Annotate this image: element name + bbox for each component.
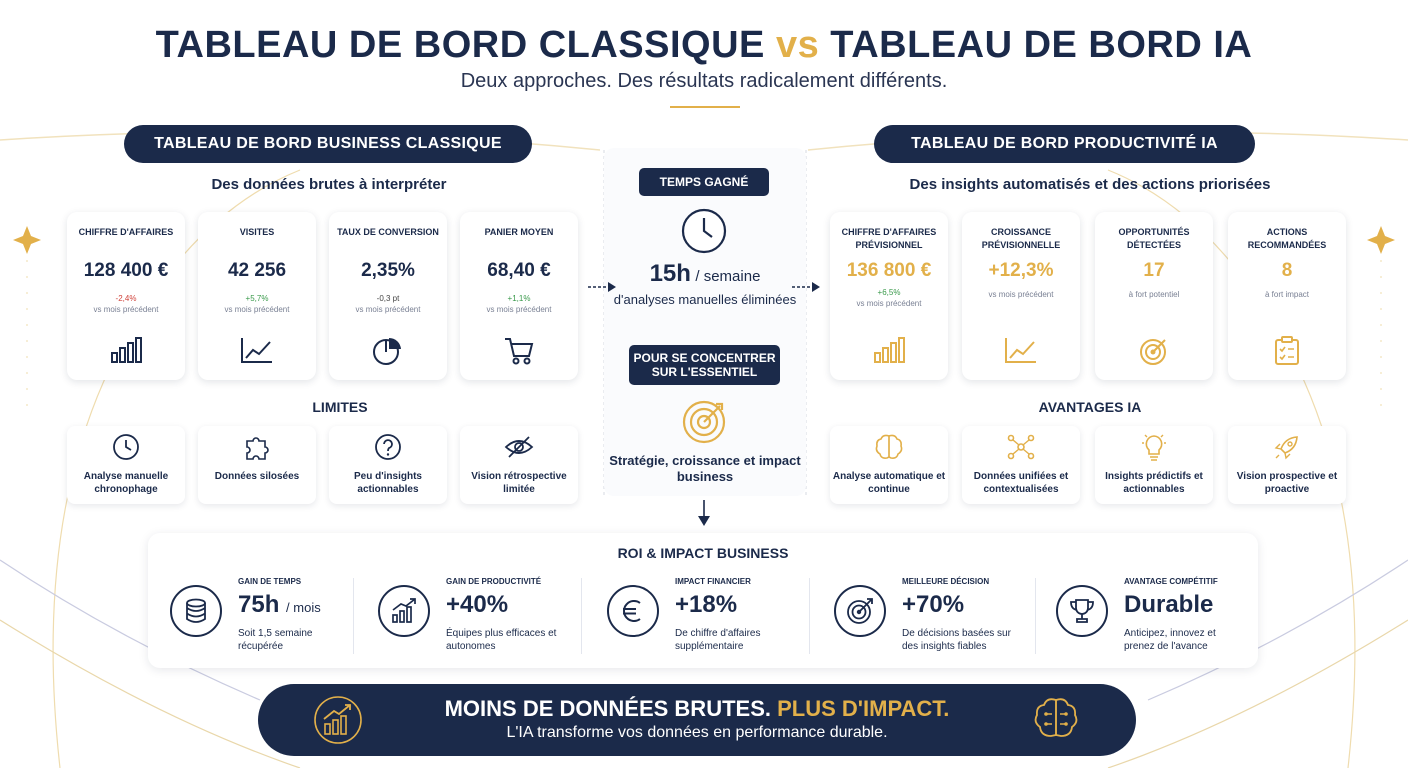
limit-label: Vision rétrospective limitée (471, 471, 567, 495)
roi-desc: De décisions basées sur des insights fiables (902, 628, 1011, 652)
roi-value (238, 591, 321, 619)
bar-chart-icon (109, 336, 143, 364)
rocket-icon (1273, 433, 1301, 461)
kpi-delta: +6,5% (877, 288, 901, 297)
advantage-card (1228, 426, 1346, 504)
classic-subtitle: Des données brutes à interpréter (211, 176, 447, 193)
brain-icon (1026, 690, 1086, 750)
roi-item-time (170, 577, 350, 667)
kpi-note: vs mois précédent (355, 305, 421, 314)
ai-dashboard-pill: TABLEAU DE BORD PRODUCTIVITÉ IA (874, 125, 1255, 163)
roi-value-number: 75h (238, 591, 280, 618)
limit-card (329, 426, 447, 504)
kpi-delta: -2,4% (115, 294, 137, 303)
roi-item-financial (607, 577, 802, 667)
kpi-delta: +1,1% (507, 294, 531, 303)
roi-desc: Équipes plus efficaces et autonomes (446, 628, 557, 652)
hours-description: d'analyses manuelles éliminées (613, 292, 797, 307)
advantage-label: Vision prospective et proactive (1236, 471, 1338, 495)
roi-value-unit: / mois (286, 600, 321, 615)
limit-card (460, 426, 578, 504)
roi-value: +70% (902, 591, 965, 618)
page-title (0, 24, 1408, 67)
roi-divider (809, 578, 810, 654)
arrow-down-icon (696, 500, 712, 528)
kpi-note: vs mois précédent (988, 290, 1054, 299)
ai-advantages-heading: AVANTAGES IA (1038, 399, 1142, 415)
euro-icon (607, 585, 659, 637)
advantage-card (830, 426, 948, 504)
target-icon (1138, 336, 1170, 366)
time-saved-tag: TEMPS GAGNÉ (639, 168, 769, 196)
advantage-label: Insights prédictifs et actionnables (1105, 471, 1203, 495)
advantage-card (1095, 426, 1213, 504)
roi-title: ROI & IMPACT BUSINESS (617, 545, 789, 561)
arrow-right-icon (588, 280, 618, 294)
classic-dashboard-pill: TABLEAU DE BORD BUSINESS CLASSIQUE (124, 125, 532, 163)
roi-value: Durable (1124, 591, 1214, 618)
coins-icon (170, 585, 222, 637)
kpi-delta: -0,3 pt (376, 294, 400, 303)
page-subtitle: Deux approches. Des résultats radicalement différents. (460, 70, 948, 92)
kpi-note: vs mois précédent (93, 305, 159, 314)
banner-title (258, 696, 1136, 722)
kpi-value: 128 400 € (83, 260, 169, 281)
ai-subtitle: Des insights automatisés et des actions priorisées (909, 176, 1271, 193)
roi-desc: De chiffre d'affaires supplémentaire (675, 628, 761, 652)
roi-label: IMPACT FINANCIER (675, 577, 751, 586)
title-underline (670, 106, 740, 108)
growth-chart-icon (378, 585, 430, 637)
kpi-value: 42 256 (227, 260, 287, 281)
hours-value: 15h (649, 260, 691, 287)
growth-chart-icon (308, 690, 368, 750)
roi-label: GAIN DE PRODUCTIVITÉ (446, 577, 542, 586)
target-icon (680, 398, 728, 451)
cart-icon (503, 336, 535, 366)
roi-divider (581, 578, 582, 654)
kpi-note: vs mois précédent (224, 305, 290, 314)
kpi-card-conversion (329, 212, 447, 380)
kpi-card-visits (198, 212, 316, 380)
kpi-value: 136 800 € (846, 260, 932, 281)
line-chart-icon (1004, 336, 1038, 364)
eye-off-icon (504, 435, 534, 459)
kpi-card-revenue (67, 212, 185, 380)
bar-chart-icon (872, 336, 906, 364)
roi-label: MEILLEURE DÉCISION (902, 577, 990, 586)
roi-item-competitive (1056, 577, 1251, 667)
arrow-right-icon (792, 280, 822, 294)
kpi-card-actions (1228, 212, 1346, 380)
limits-heading: LIMITES (312, 399, 368, 415)
strategy-text: Stratégie, croissance et impact business (609, 453, 801, 484)
limit-label: Analyse manuelle chronophage (83, 471, 169, 495)
advantage-label: Données unifiées et contextualisées (973, 471, 1069, 495)
banner-title-white: MOINS DE DONNÉES BRUTES. (444, 696, 771, 721)
line-chart-icon (240, 336, 274, 364)
kpi-card-basket (460, 212, 578, 380)
roi-item-productivity (378, 577, 573, 667)
title-classic: TABLEAU DE BORD CLASSIQUE (155, 24, 765, 66)
network-icon (1006, 433, 1036, 461)
roi-label: GAIN DE TEMPS (238, 577, 302, 586)
kpi-label: VISITES (239, 227, 275, 237)
kpi-label: TAUX DE CONVERSION (337, 227, 439, 237)
roi-value: +18% (675, 591, 738, 618)
target-icon (834, 585, 886, 637)
kpi-label: CROISSANCE PRÉVISIONNELLE (981, 227, 1061, 250)
pie-chart-icon (372, 336, 404, 366)
checklist-icon (1273, 336, 1301, 366)
trophy-icon (1056, 585, 1108, 637)
roi-desc: Anticipez, innovez et prenez de l'avance (1124, 628, 1216, 652)
kpi-label: PANIER MOYEN (484, 227, 554, 237)
kpi-card-opportunities (1095, 212, 1213, 380)
roi-desc: Soit 1,5 semaine récupérée (238, 628, 313, 652)
roi-value: +40% (446, 591, 509, 618)
kpi-card-forecast-revenue (830, 212, 948, 380)
kpi-note: à fort potentiel (1128, 290, 1180, 299)
kpi-value: 2,35% (361, 260, 415, 281)
brain-icon (874, 433, 904, 461)
kpi-label: OPPORTUNITÉS DÉTECTÉES (1118, 227, 1190, 250)
kpi-label: ACTIONS RECOMMANDÉES (1247, 227, 1327, 250)
limit-card (198, 426, 316, 504)
hours-saved (604, 260, 806, 288)
advantage-label: Analyse automatique et continue (832, 471, 946, 495)
advantage-card (962, 426, 1080, 504)
kpi-note: vs mois précédent (856, 299, 922, 308)
limit-label: Données silosées (214, 471, 300, 482)
puzzle-icon (243, 433, 271, 461)
kpi-value: 17 (1143, 260, 1165, 281)
lightbulb-icon (1140, 432, 1168, 462)
kpi-card-forecast-growth (962, 212, 1080, 380)
focus-tag: POUR SE CONCENTRER SUR L'ESSENTIEL (629, 345, 780, 385)
kpi-value: 68,40 € (487, 260, 551, 281)
kpi-value: 8 (1281, 260, 1293, 281)
question-icon (374, 433, 402, 461)
title-ai: TABLEAU DE BORD IA (830, 24, 1253, 66)
kpi-delta: +5,7% (245, 294, 269, 303)
banner-title-gold: PLUS D'IMPACT. (777, 696, 950, 721)
roi-divider (1035, 578, 1036, 654)
hours-unit: / semaine (695, 268, 761, 285)
clock-icon (681, 208, 727, 259)
clock-icon (112, 433, 140, 461)
roi-label: AVANTAGE COMPÉTITIF (1124, 577, 1218, 586)
kpi-note: vs mois précédent (486, 305, 552, 314)
limit-label: Peu d'insights actionnables (354, 471, 422, 495)
kpi-label: CHIFFRE D'AFFAIRES PRÉVISIONNEL (841, 227, 937, 250)
kpi-label: CHIFFRE D'AFFAIRES (78, 227, 174, 237)
banner-subtitle: L'IA transforme vos données en performance durable. (506, 724, 888, 741)
limit-card (67, 426, 185, 504)
roi-item-decision (834, 577, 1029, 667)
kpi-note: à fort impact (1264, 290, 1309, 299)
title-vs: vs (775, 24, 820, 66)
kpi-value: +12,3% (988, 260, 1054, 281)
